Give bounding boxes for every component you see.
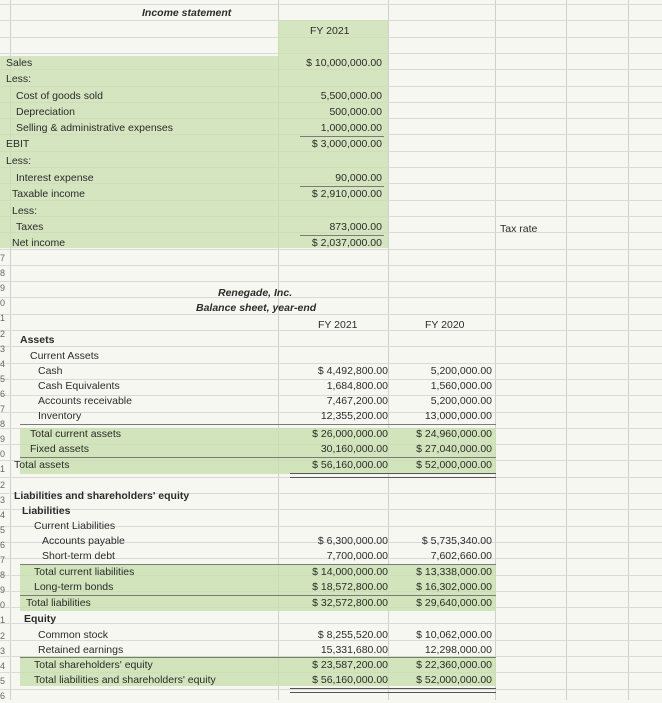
row-number: 6 [0, 388, 6, 399]
row-label: Interest expense [16, 172, 94, 184]
row-value: $ 10,000,000.00 [306, 57, 382, 69]
total-double-line [290, 473, 496, 478]
row-value-2020: $ 29,640,000.00 [416, 597, 492, 609]
row-number: 5 [0, 675, 6, 686]
row-number: 7 [0, 555, 6, 565]
row-value: $ 2,037,000.00 [311, 237, 382, 249]
row-number: 0 [0, 600, 6, 611]
row-number: 9 [0, 434, 6, 445]
row-value: 500,000.00 [329, 106, 382, 118]
row-label: Fixed assets [30, 443, 89, 455]
row-value-2021: 7,467,200.00 [326, 395, 388, 407]
grid-row-line [0, 265, 662, 266]
grid-col-line [566, 0, 567, 700]
liab-header: Liabilities and shareholders' equity [14, 490, 190, 502]
grid-col-line [628, 0, 629, 700]
row-value-2021: $ 4,492,800.00 [317, 365, 388, 377]
row-value-2020: 13,000,000.00 [424, 410, 492, 422]
subtotal-line [20, 657, 496, 658]
row-value: 5,500,000.00 [320, 90, 382, 102]
row-label: Less: [6, 73, 32, 85]
row-value: $ 2,910,000.00 [311, 188, 382, 200]
row-value-2020: $ 22,360,000.00 [416, 659, 492, 671]
row-value-2020: $ 27,040,000.00 [416, 443, 492, 455]
row-number: 8 [0, 419, 6, 430]
row-label: Common stock [38, 629, 109, 641]
row-value-2020: $ 10,062,000.00 [416, 629, 492, 641]
row-label: Net income [12, 237, 66, 249]
grid-row-line [0, 509, 662, 510]
row-label: Current Assets [30, 350, 99, 362]
row-value: 90,000.00 [335, 172, 382, 184]
row-label: Long-term bonds [34, 581, 114, 593]
row-label: Selling & administrative expenses [16, 122, 173, 134]
row-label: Accounts receivable [38, 395, 132, 407]
subtotal-line [300, 136, 384, 137]
row-value-2020: $ 5,735,340.00 [421, 535, 492, 547]
income-highlight [0, 56, 388, 248]
row-number: 2 [0, 328, 6, 339]
subtotal-line [20, 424, 496, 425]
grid-row-line [0, 4, 662, 5]
row-number: 3 [0, 645, 6, 656]
row-label: EBIT [6, 138, 30, 150]
row-number: 5 [0, 524, 6, 535]
row-value-2020: 5,200,000.00 [430, 365, 492, 377]
row-label: Less: [6, 155, 32, 167]
row-value-2021: $ 18,572,800.00 [312, 581, 388, 593]
row-value: 1,000,000.00 [320, 122, 382, 134]
row-label: Accounts payable [42, 535, 125, 547]
row-value-2021: $ 56,160,000.00 [312, 459, 388, 471]
row-label: Total liabilities [26, 597, 91, 609]
row-label: Cost of goods sold [16, 90, 103, 102]
row-number: 2 [0, 479, 6, 490]
income-title: Income statement [142, 7, 232, 19]
subtotal-line [20, 457, 496, 458]
assets-header: Assets [20, 334, 55, 346]
subtotal-line [300, 186, 384, 187]
row-label: Taxable income [12, 188, 85, 200]
col-fy2020: FY 2020 [425, 319, 465, 331]
grid-row-line [0, 314, 662, 315]
row-label: Inventory [38, 410, 82, 422]
row-value-2021: $ 32,572,800.00 [312, 597, 388, 609]
row-number: 0 [0, 298, 6, 309]
tax-rate-label: Tax rate [500, 223, 538, 235]
row-value-2021: 30,160,000.00 [320, 443, 388, 455]
row-value-2020: 1,560,000.00 [430, 380, 492, 392]
row-value-2020: 5,200,000.00 [430, 395, 492, 407]
row-value-2021: 7,700,000.00 [326, 550, 388, 562]
row-value-2021: $ 14,000,000.00 [312, 566, 388, 578]
row-label: Liabilities [22, 505, 71, 517]
balance-subtitle: Balance sheet, year-end [196, 302, 317, 314]
row-number: 8 [0, 570, 6, 581]
row-value: $ 3,000,000.00 [311, 138, 382, 150]
row-value: 873,000.00 [329, 221, 382, 233]
row-value-2020: $ 16,302,000.00 [416, 581, 492, 593]
row-label: Equity [24, 613, 57, 625]
row-value-2020: $ 52,000,000.00 [416, 459, 492, 471]
row-number: 7 [0, 253, 6, 263]
row-label: Depreciation [16, 106, 75, 118]
row-number: 1 [0, 615, 6, 626]
row-number: 1 [0, 313, 6, 324]
row-value-2021: $ 56,160,000.00 [312, 674, 388, 686]
row-label: Taxes [16, 221, 44, 233]
grid-row-line [0, 623, 662, 624]
row-number: 4 [0, 358, 6, 369]
row-label: Total liabilities and shareholders' equity [34, 674, 216, 686]
grid-row-line [0, 297, 662, 298]
row-value-2020: 12,298,000.00 [424, 644, 492, 656]
row-value-2020: 7,602,660.00 [430, 550, 492, 562]
row-number: 0 [0, 449, 6, 460]
subtotal-line [300, 235, 384, 236]
row-value-2021: $ 26,000,000.00 [312, 428, 388, 440]
row-label: Cash [38, 365, 63, 377]
row-number: 6 [0, 539, 6, 550]
row-value-2021: 12,355,200.00 [320, 410, 388, 422]
total-double-line [290, 688, 496, 693]
row-value-2020: $ 24,960,000.00 [416, 428, 492, 440]
row-number: 3 [0, 494, 6, 505]
row-value-2021: 1,684,800.00 [326, 380, 388, 392]
subtotal-line [20, 595, 496, 596]
row-value-2021: 15,331,680.00 [320, 644, 388, 656]
row-number: 5 [0, 373, 6, 384]
row-label: Total current assets [30, 428, 122, 440]
row-number: 9 [0, 283, 6, 294]
row-number: 4 [0, 660, 6, 671]
row-label: Short-term debt [42, 550, 115, 562]
row-value-2020: $ 52,000,000.00 [416, 674, 492, 686]
row-number: 6 [0, 690, 6, 701]
row-number: 8 [0, 268, 6, 279]
row-label: Total shareholders' equity [34, 659, 153, 671]
row-label: Retained earnings [38, 644, 124, 656]
row-value-2020: $ 13,338,000.00 [416, 566, 492, 578]
row-label: Total assets [14, 459, 70, 471]
row-value-2021: $ 8,255,520.00 [317, 629, 388, 641]
row-number: 3 [0, 343, 6, 354]
subtotal-line [20, 564, 496, 565]
row-number: 1 [0, 464, 6, 475]
row-number: 2 [0, 630, 6, 641]
grid-row-line [0, 346, 662, 347]
col-fy2021: FY 2021 [318, 319, 358, 331]
row-number: 4 [0, 509, 6, 520]
row-label: Total current liabilities [34, 566, 135, 578]
company-name: Renegade, Inc. [218, 287, 293, 299]
row-label: Sales [6, 57, 33, 69]
row-number: 7 [0, 404, 6, 414]
grid-row-line [0, 281, 662, 282]
row-label: Current Liabilities [34, 520, 116, 532]
row-label: Cash Equivalents [38, 380, 120, 392]
income-year: FY 2021 [310, 25, 350, 37]
row-value-2021: $ 6,300,000.00 [317, 535, 388, 547]
row-number: 9 [0, 585, 6, 596]
row-label: Less: [12, 205, 38, 217]
row-value-2021: $ 23,587,200.00 [312, 659, 388, 671]
grid-row-line [0, 363, 662, 364]
